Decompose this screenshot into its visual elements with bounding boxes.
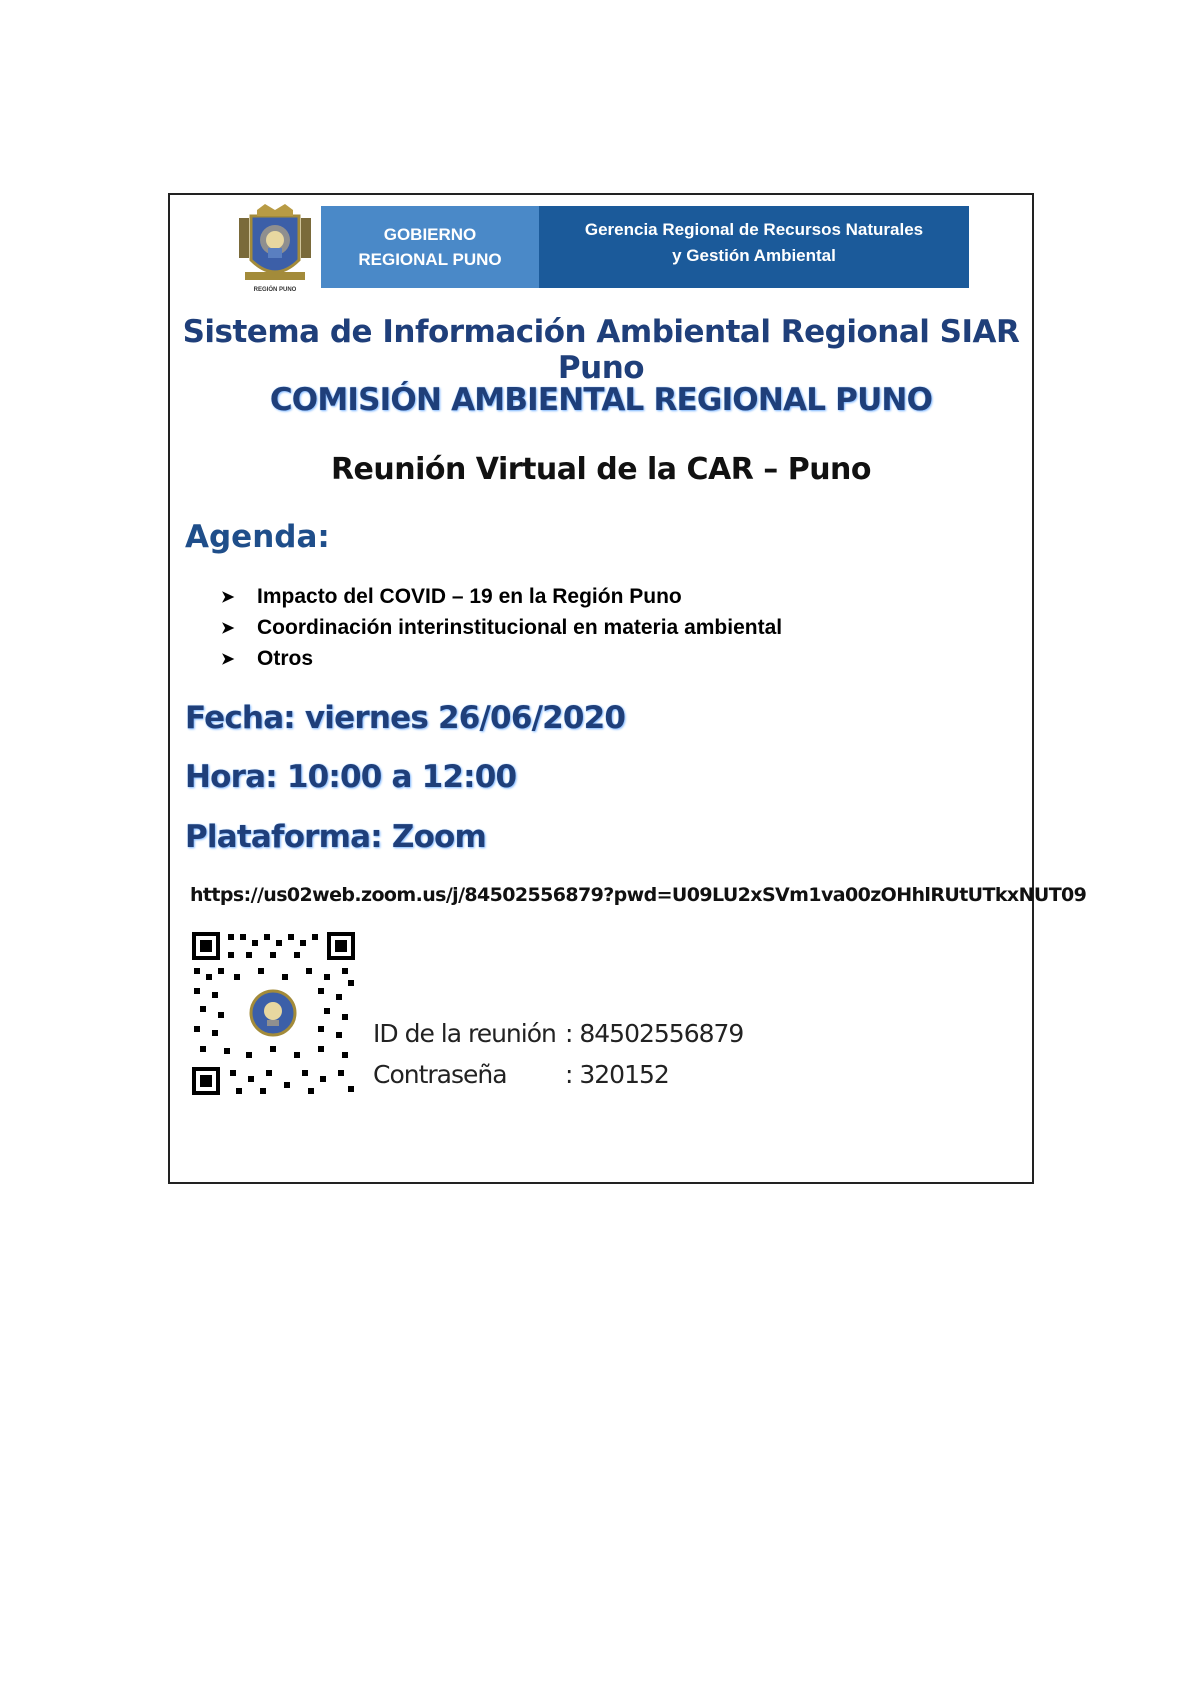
zoom-link[interactable]: https://us02web.zoom.us/j/84502556879?pwd=U09LU2xSVm1va00zOHhlRUtUTkxNUT09 bbox=[190, 884, 1087, 906]
password-row bbox=[373, 1054, 743, 1095]
platform-line: Plataforma: Zoom bbox=[185, 819, 487, 855]
meeting-id-value: : 84502556879 bbox=[565, 1019, 744, 1048]
time-line: Hora: 10:00 a 12:00 bbox=[185, 759, 517, 795]
arrow-bullet-icon: ➤ bbox=[221, 588, 235, 606]
government-line-2: REGIONAL PUNO bbox=[358, 250, 502, 269]
coat-of-arms-icon bbox=[237, 204, 313, 296]
logo-caption: REGIÓN PUNO bbox=[253, 287, 297, 293]
meeting-id-row bbox=[373, 1013, 743, 1054]
meeting-title: Reunión Virtual de la CAR – Puno bbox=[330, 452, 872, 487]
agenda-item bbox=[221, 643, 782, 674]
office-banner bbox=[539, 206, 969, 288]
meeting-credentials bbox=[373, 1013, 743, 1095]
commission-title: COMISIÓN AMBIENTAL REGIONAL PUNO bbox=[269, 382, 933, 418]
password-value: : 320152 bbox=[565, 1060, 669, 1089]
agenda-list bbox=[221, 581, 782, 674]
agenda-item-text: Otros bbox=[257, 646, 314, 670]
office-line-1: Gerencia Regional de Recursos Naturales bbox=[584, 220, 924, 239]
agenda-item bbox=[221, 581, 782, 612]
system-title: Sistema de Información Ambiental Regional SIAR Puno bbox=[182, 314, 1020, 386]
agenda-item-text: Impacto del COVID – 19 en la Región Puno bbox=[257, 584, 682, 608]
agenda-item bbox=[221, 612, 782, 643]
government-line-1: GOBIERNO bbox=[383, 225, 477, 244]
office-line-2: y Gestión Ambiental bbox=[672, 246, 836, 265]
arrow-bullet-icon: ➤ bbox=[221, 650, 235, 668]
meeting-id-label: ID de la reunión bbox=[373, 1019, 556, 1048]
arrow-bullet-icon: ➤ bbox=[221, 619, 235, 637]
agenda-item-text: Coordinación interinstitucional en materia ambiental bbox=[257, 615, 783, 639]
password-label: Contraseña bbox=[373, 1060, 507, 1089]
qr-code-icon bbox=[190, 930, 357, 1097]
date-line: Fecha: viernes 26/06/2020 bbox=[185, 700, 626, 736]
government-banner bbox=[321, 206, 539, 288]
agenda-heading: Agenda: bbox=[185, 519, 330, 555]
